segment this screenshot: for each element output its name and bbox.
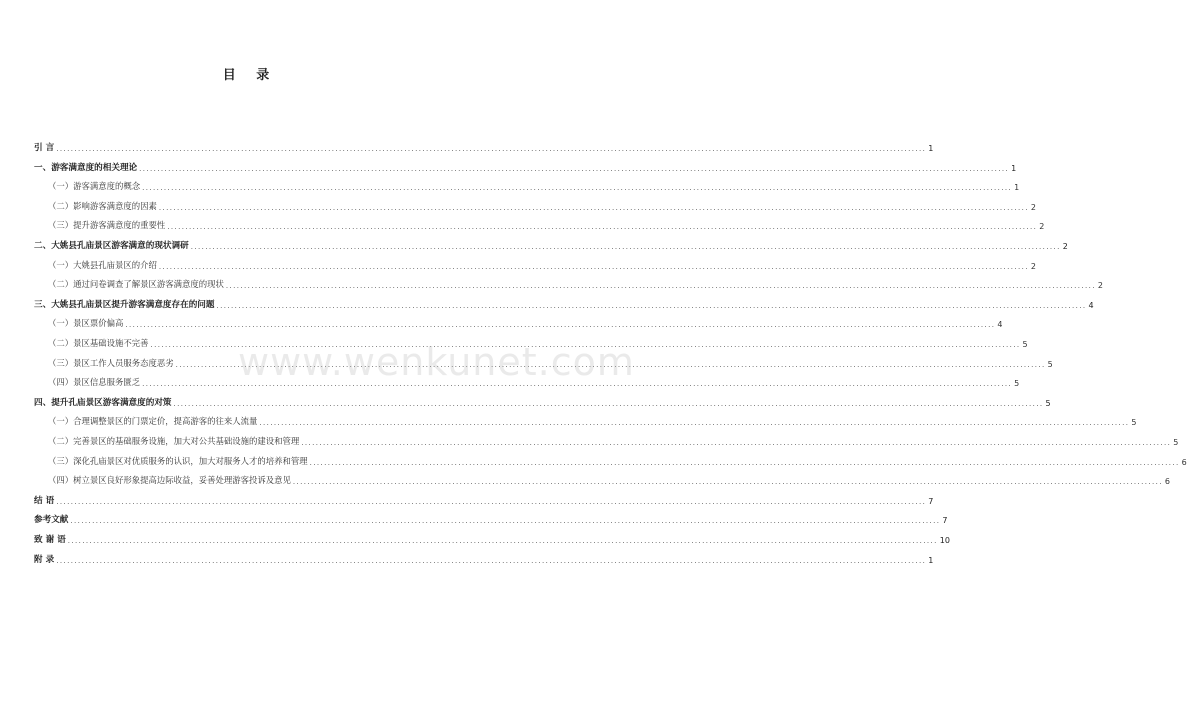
toc-entry[interactable]: [34, 491, 934, 506]
toc-entry[interactable]: [34, 275, 1103, 291]
toc-leader: [301, 439, 1171, 447]
toc-entry-text: （四）树立景区良好形象提高边际收益，妥善处理游客投诉及意见: [48, 475, 291, 486]
toc-page-number: 1: [928, 555, 934, 565]
toc-leader: [70, 517, 940, 525]
toc-leader: [159, 204, 1029, 212]
toc-leader: [125, 321, 995, 329]
toc-entry[interactable]: [34, 177, 1020, 193]
toc-leader: [174, 400, 1044, 408]
toc-entry[interactable]: [34, 452, 1187, 467]
toc-page-number: 6: [1181, 457, 1187, 467]
toc-page-number: 4: [1088, 300, 1094, 310]
toc-entry-text: （二）景区基础设施不完善: [48, 338, 149, 348]
toc-entry-text: （一）景区票价偏高: [48, 318, 124, 329]
toc-entry[interactable]: [34, 295, 1094, 310]
toc-entry[interactable]: [34, 432, 1179, 447]
toc-entry-text: （一）合理调整景区的门票定价，提高游客的往来人流量: [48, 416, 258, 427]
toc-entry-text: 引 言: [34, 143, 55, 153]
toc-entry-text: （三）深化孔庙景区对优质服务的认识，加大对服务人才的培养和管理: [48, 455, 308, 466]
toc-entry[interactable]: [34, 314, 1003, 330]
toc-page-number: 2: [1039, 222, 1045, 232]
toc-entry-text: 参考文献: [34, 515, 69, 526]
toc-entry-text: （四）景区信息服务匮乏: [48, 377, 141, 388]
toc-leader: [216, 302, 1086, 310]
toc-page-number: 6: [1164, 477, 1170, 487]
toc-entry-text: 一、游客满意度的相关理论: [34, 162, 138, 173]
toc-leader: [310, 459, 1180, 467]
toc-leader: [176, 361, 1046, 369]
toc-entry[interactable]: [34, 197, 1036, 212]
page-title: 目 录: [222, 68, 278, 83]
toc-entry[interactable]: [34, 550, 934, 565]
toc-page-number: 2: [1030, 202, 1036, 212]
toc-entry-text: （一）大姚县孔庙景区的介绍: [48, 259, 157, 270]
toc-entry[interactable]: [34, 256, 1036, 271]
toc-page-number: 5: [1131, 418, 1137, 428]
toc-entry-text: （三）景区工作人员服务态度恶劣: [48, 357, 174, 368]
toc-leader: [56, 145, 926, 153]
toc-leader: [167, 223, 1037, 231]
toc-entry-text: （二）影响游客满意度的因素: [48, 200, 157, 211]
toc-entry-text: 附 录: [34, 554, 55, 565]
toc-entry-text: 结 语: [34, 495, 55, 506]
toc-entry[interactable]: [34, 510, 948, 526]
toc-page-number: 7: [928, 496, 934, 506]
toc-page-number: 1: [928, 144, 934, 153]
toc-entry[interactable]: [34, 216, 1045, 232]
toc-leader: [142, 380, 1012, 388]
toc-entry[interactable]: [34, 373, 1020, 389]
toc-page-number: 5: [1014, 379, 1020, 389]
toc-entry-text: 四、提升孔庙景区游客满意度的对策: [34, 397, 172, 408]
toc-leader: [68, 537, 938, 545]
toc-entry[interactable]: [34, 236, 1068, 251]
toc-leader: [56, 498, 926, 506]
toc-entry[interactable]: [34, 530, 950, 545]
toc-entry-text: 致 谢 语: [34, 535, 66, 545]
toc-page-number: 1: [1011, 163, 1017, 173]
toc-leader: [56, 557, 926, 565]
toc-page-number: 5: [1173, 438, 1179, 447]
toc-entry[interactable]: [34, 412, 1137, 428]
toc-page-number: 2: [1097, 281, 1103, 291]
toc-entry[interactable]: [34, 158, 1017, 173]
toc-leader: [151, 341, 1021, 349]
toc-entry-text: 三、大姚县孔庙景区提升游客满意度存在的问题: [34, 299, 215, 310]
toc-entry[interactable]: [34, 354, 1053, 369]
toc-page-number: 2: [1030, 261, 1036, 271]
toc-entry-text: （二）完善景区的基础服务设施，加大对公共基础设施的建设和管理: [48, 436, 300, 446]
toc-entry[interactable]: [34, 334, 1028, 349]
toc-entry[interactable]: [34, 393, 1051, 408]
toc-entry-text: （二）通过问卷调查了解景区游客满意度的现状: [48, 279, 224, 290]
toc-leader: [293, 478, 1163, 486]
toc-entry[interactable]: [34, 471, 1170, 487]
watermark: www.wenkunet.com: [238, 340, 635, 384]
toc-leader: [159, 263, 1029, 271]
toc-page-number: 2: [1062, 242, 1068, 251]
toc-entry[interactable]: [34, 138, 934, 153]
toc-page-number: 10: [939, 536, 950, 545]
toc-page-number: 5: [1047, 359, 1053, 369]
toc-page-number: 7: [942, 516, 948, 526]
toc-leader: [259, 419, 1129, 427]
toc-page-number: 5: [1045, 398, 1051, 408]
toc-entry-text: （三）提升游客满意度的重要性: [48, 220, 166, 231]
toc-page-number: 5: [1022, 340, 1028, 349]
toc-leader: [139, 165, 1009, 173]
toc-leader: [191, 243, 1061, 251]
toc-entry-text: 二、大姚县孔庙景区游客满意的现状调研: [34, 241, 189, 251]
toc-entry-text: （一）游客满意度的概念: [48, 181, 141, 192]
toc-page-number: 1: [1014, 183, 1020, 193]
toc-leader: [142, 184, 1012, 192]
toc-page-number: 4: [997, 320, 1003, 330]
toc-leader: [226, 282, 1096, 290]
